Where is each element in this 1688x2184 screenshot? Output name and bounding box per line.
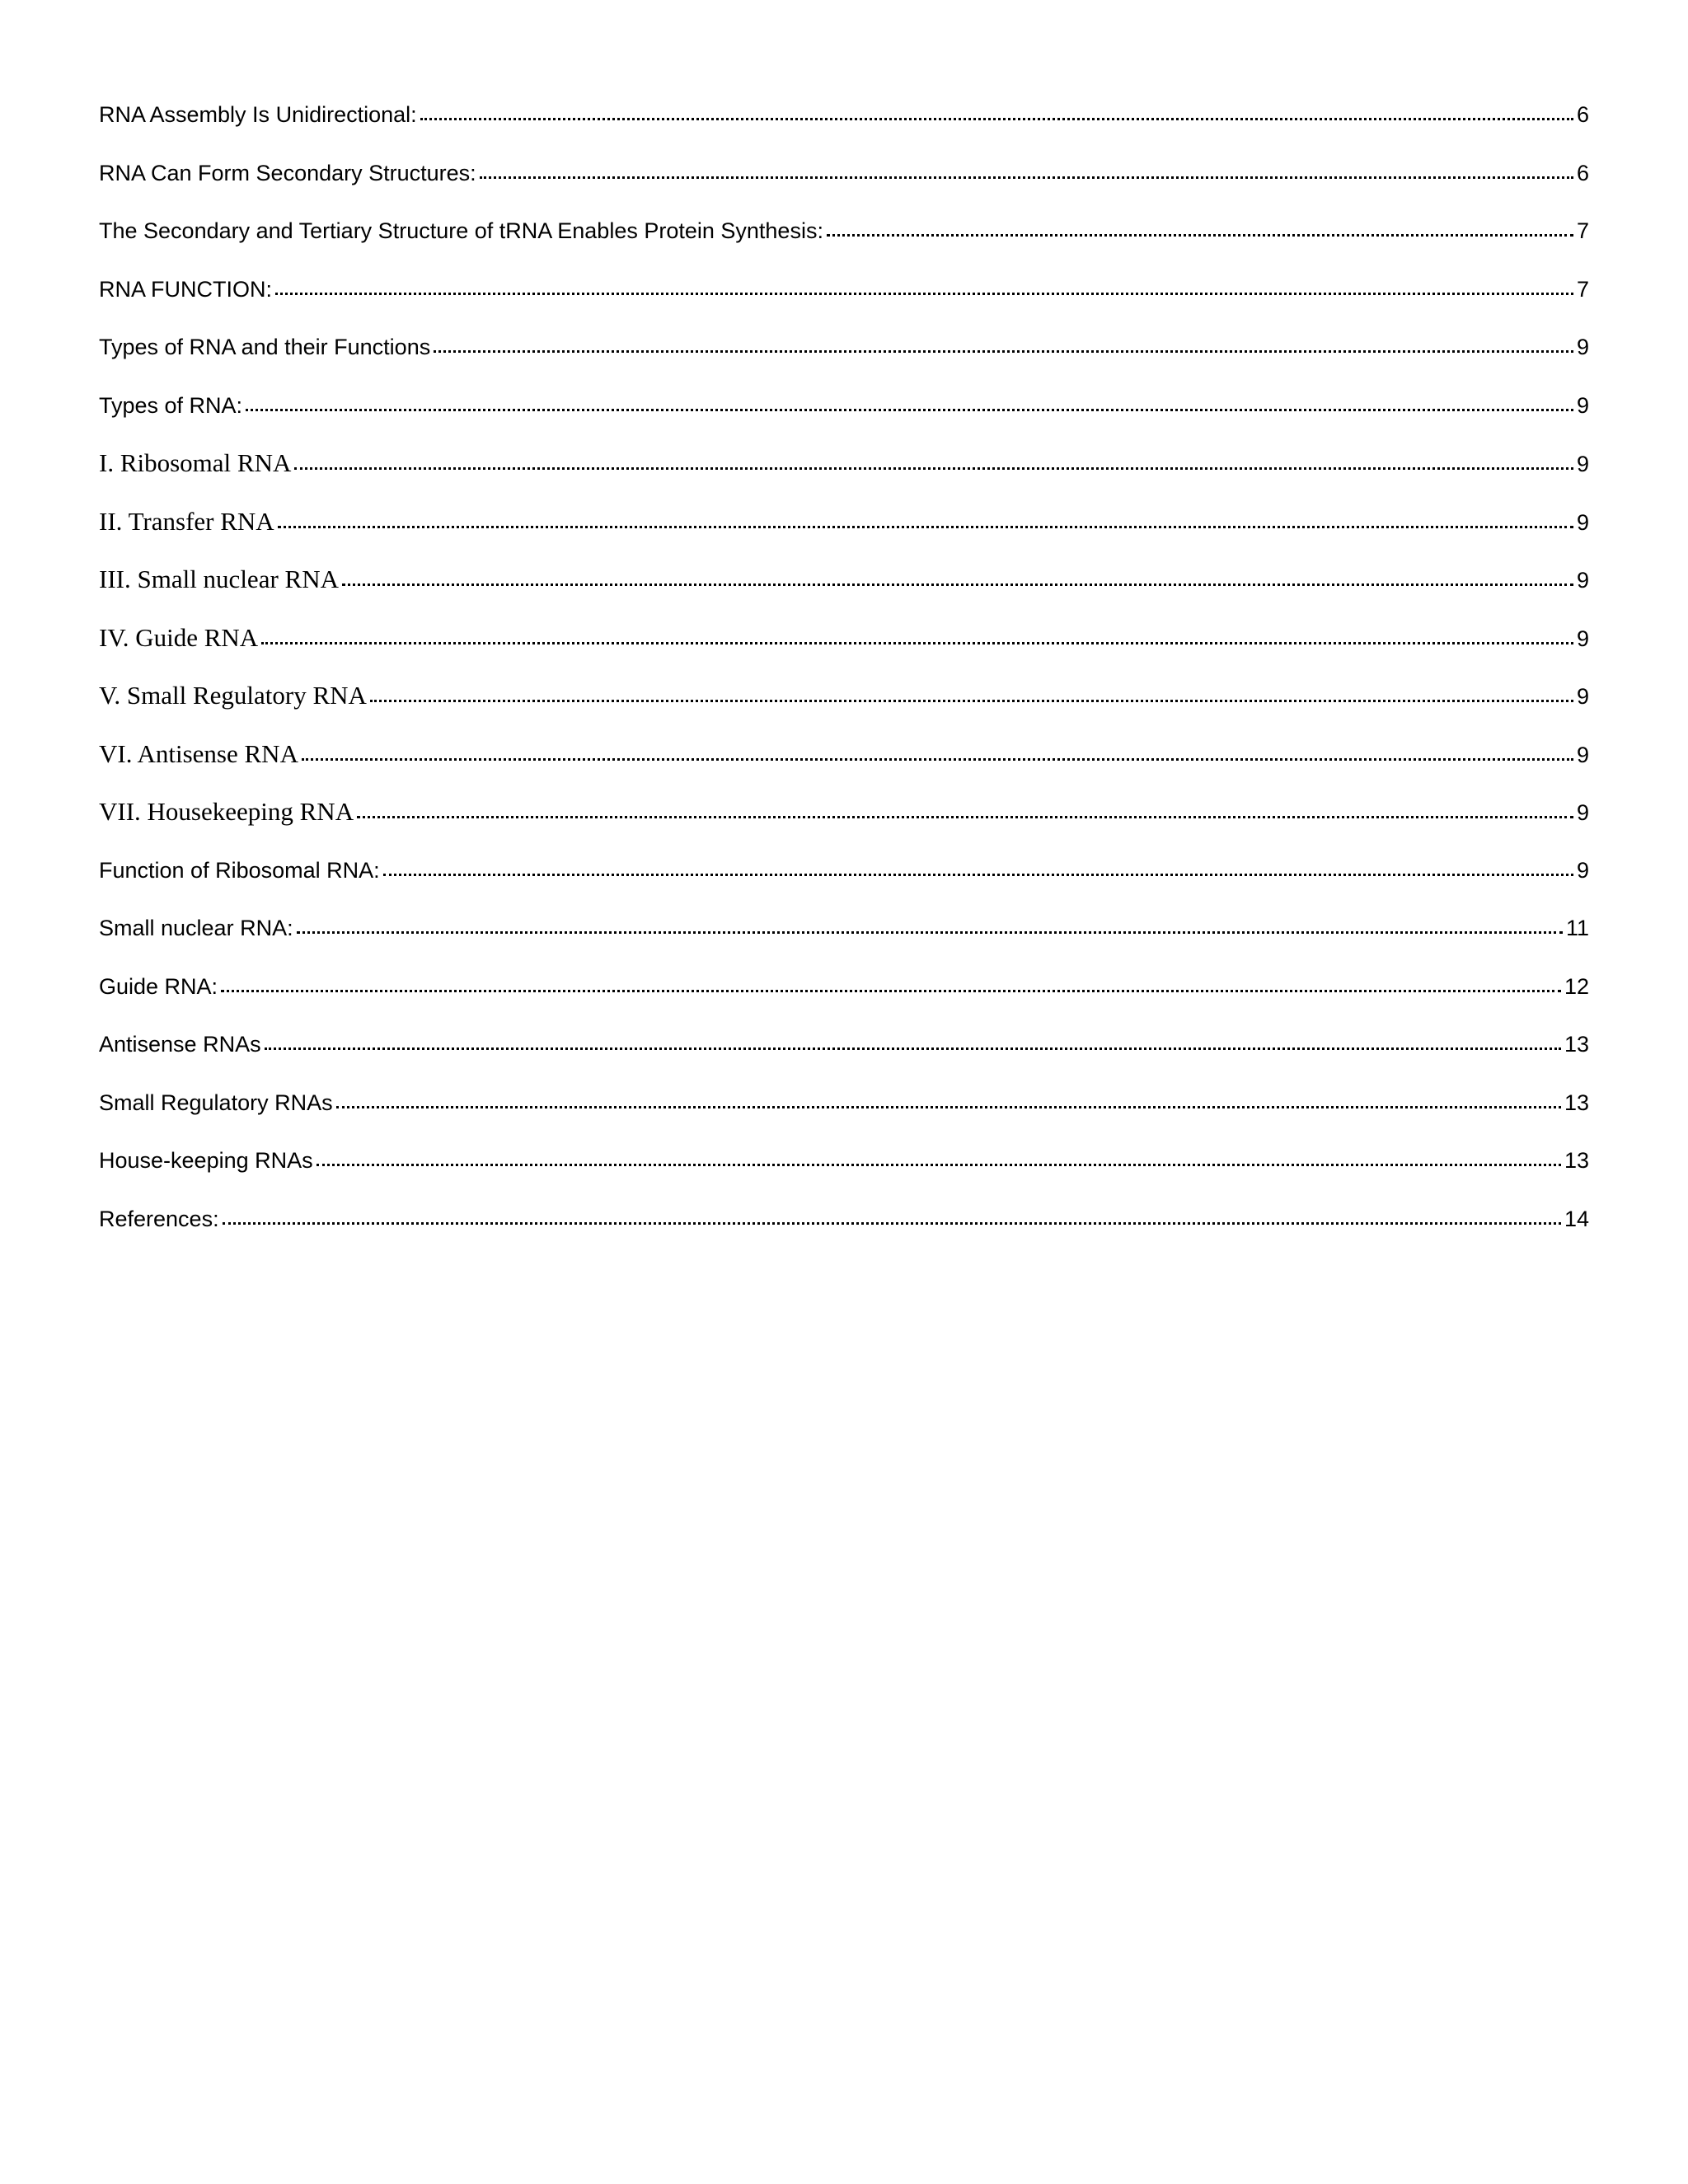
table-of-contents xyxy=(99,96,1589,1258)
toc-entry-page: 9 xyxy=(1576,800,1589,825)
toc-entry[interactable] xyxy=(99,271,1589,330)
dot-leader xyxy=(357,813,1573,818)
toc-entry[interactable] xyxy=(99,445,1589,504)
dot-leader xyxy=(383,870,1573,876)
toc-entry-title: II. Transfer RNA xyxy=(99,506,274,536)
toc-entry[interactable] xyxy=(99,1201,1589,1259)
dot-leader xyxy=(278,523,1573,528)
toc-entry[interactable] xyxy=(99,620,1589,678)
toc-entry-title: III. Small nuclear RNA xyxy=(99,565,339,593)
toc-entry[interactable] xyxy=(99,155,1589,213)
dot-leader xyxy=(221,987,1561,992)
dot-leader xyxy=(275,289,1573,295)
toc-entry[interactable] xyxy=(99,1142,1589,1201)
toc-entry-page: 13 xyxy=(1564,1090,1589,1115)
toc-entry-title: VI. Antisense RNA xyxy=(99,738,298,768)
toc-entry-page: 9 xyxy=(1576,509,1589,535)
toc-entry[interactable] xyxy=(99,968,1589,1027)
toc-entry-page: 13 xyxy=(1564,1032,1589,1057)
toc-entry[interactable] xyxy=(99,1026,1589,1085)
toc-entry-page: 9 xyxy=(1576,568,1589,593)
dot-leader xyxy=(420,115,1573,120)
toc-entry[interactable] xyxy=(99,736,1589,794)
toc-entry[interactable] xyxy=(99,794,1589,852)
toc-entry-page: 7 xyxy=(1576,276,1589,302)
dot-leader xyxy=(297,928,1563,934)
toc-entry-title: References: xyxy=(99,1206,219,1231)
toc-entry-page: 9 xyxy=(1576,684,1589,709)
toc-entry-title: Small nuclear RNA: xyxy=(99,916,293,940)
toc-entry-title: RNA FUNCTION: xyxy=(99,276,273,302)
dot-leader xyxy=(434,347,1573,353)
toc-entry[interactable] xyxy=(99,96,1589,155)
toc-entry-title: Types of RNA: xyxy=(99,392,243,418)
toc-entry-title: Function of Ribosomal RNA: xyxy=(99,857,380,883)
toc-entry-page: 9 xyxy=(1576,857,1589,883)
toc-entry-title: RNA Can Form Secondary Structures: xyxy=(99,160,476,185)
toc-entry-title: RNA Assembly Is Unidirectional: xyxy=(99,102,417,127)
toc-entry[interactable] xyxy=(99,910,1589,968)
toc-entry-title: I. Ribosomal RNA xyxy=(99,448,292,477)
dot-leader xyxy=(827,231,1573,237)
toc-entry-page: 11 xyxy=(1565,916,1589,940)
toc-entry-title: V. Small Regulatory RNA xyxy=(99,681,367,710)
dot-leader xyxy=(265,1044,1561,1050)
toc-entry-page: 6 xyxy=(1576,102,1589,127)
toc-entry[interactable] xyxy=(99,677,1589,736)
dot-leader xyxy=(294,464,1573,470)
toc-entry-title: House-keeping RNAs xyxy=(99,1148,313,1173)
dot-leader xyxy=(480,173,1573,179)
toc-entry-page: 9 xyxy=(1576,452,1589,476)
toc-entry-title: Small Regulatory RNAs xyxy=(99,1090,333,1115)
toc-entry[interactable] xyxy=(99,504,1589,562)
toc-entry-title: VII. Housekeeping RNA xyxy=(99,797,354,826)
toc-entry-page: 9 xyxy=(1576,742,1589,767)
dot-leader xyxy=(336,1103,1561,1108)
toc-entry-page: 12 xyxy=(1564,973,1589,999)
dot-leader xyxy=(316,1160,1561,1166)
toc-entry-page: 6 xyxy=(1576,160,1589,185)
dot-leader xyxy=(370,696,1573,702)
dot-leader xyxy=(246,405,1573,411)
toc-entry[interactable] xyxy=(99,852,1589,911)
toc-entry[interactable] xyxy=(99,1085,1589,1143)
toc-entry[interactable] xyxy=(99,329,1589,387)
toc-entry-page: 14 xyxy=(1564,1206,1589,1231)
toc-entry[interactable] xyxy=(99,561,1589,620)
dot-leader xyxy=(223,1219,1561,1225)
toc-entry-page: 9 xyxy=(1576,626,1589,651)
toc-entry[interactable] xyxy=(99,213,1589,271)
toc-entry-page: 9 xyxy=(1576,392,1589,418)
toc-entry-title: The Secondary and Tertiary Structure of tRNA Enables Protein Synthesis: xyxy=(99,218,823,243)
toc-entry-page: 9 xyxy=(1576,335,1589,359)
toc-entry-page: 7 xyxy=(1576,218,1589,243)
toc-entry-title: Types of RNA and their Functions xyxy=(99,335,431,359)
toc-entry-title: Antisense RNAs xyxy=(99,1032,261,1057)
dot-leader xyxy=(342,580,1573,586)
toc-entry-page: 13 xyxy=(1564,1148,1589,1173)
toc-entry-title: Guide RNA: xyxy=(99,973,218,999)
dot-leader xyxy=(261,639,1573,644)
toc-entry-title: IV. Guide RNA xyxy=(99,622,259,652)
dot-leader xyxy=(302,755,1573,761)
toc-entry[interactable] xyxy=(99,387,1589,446)
